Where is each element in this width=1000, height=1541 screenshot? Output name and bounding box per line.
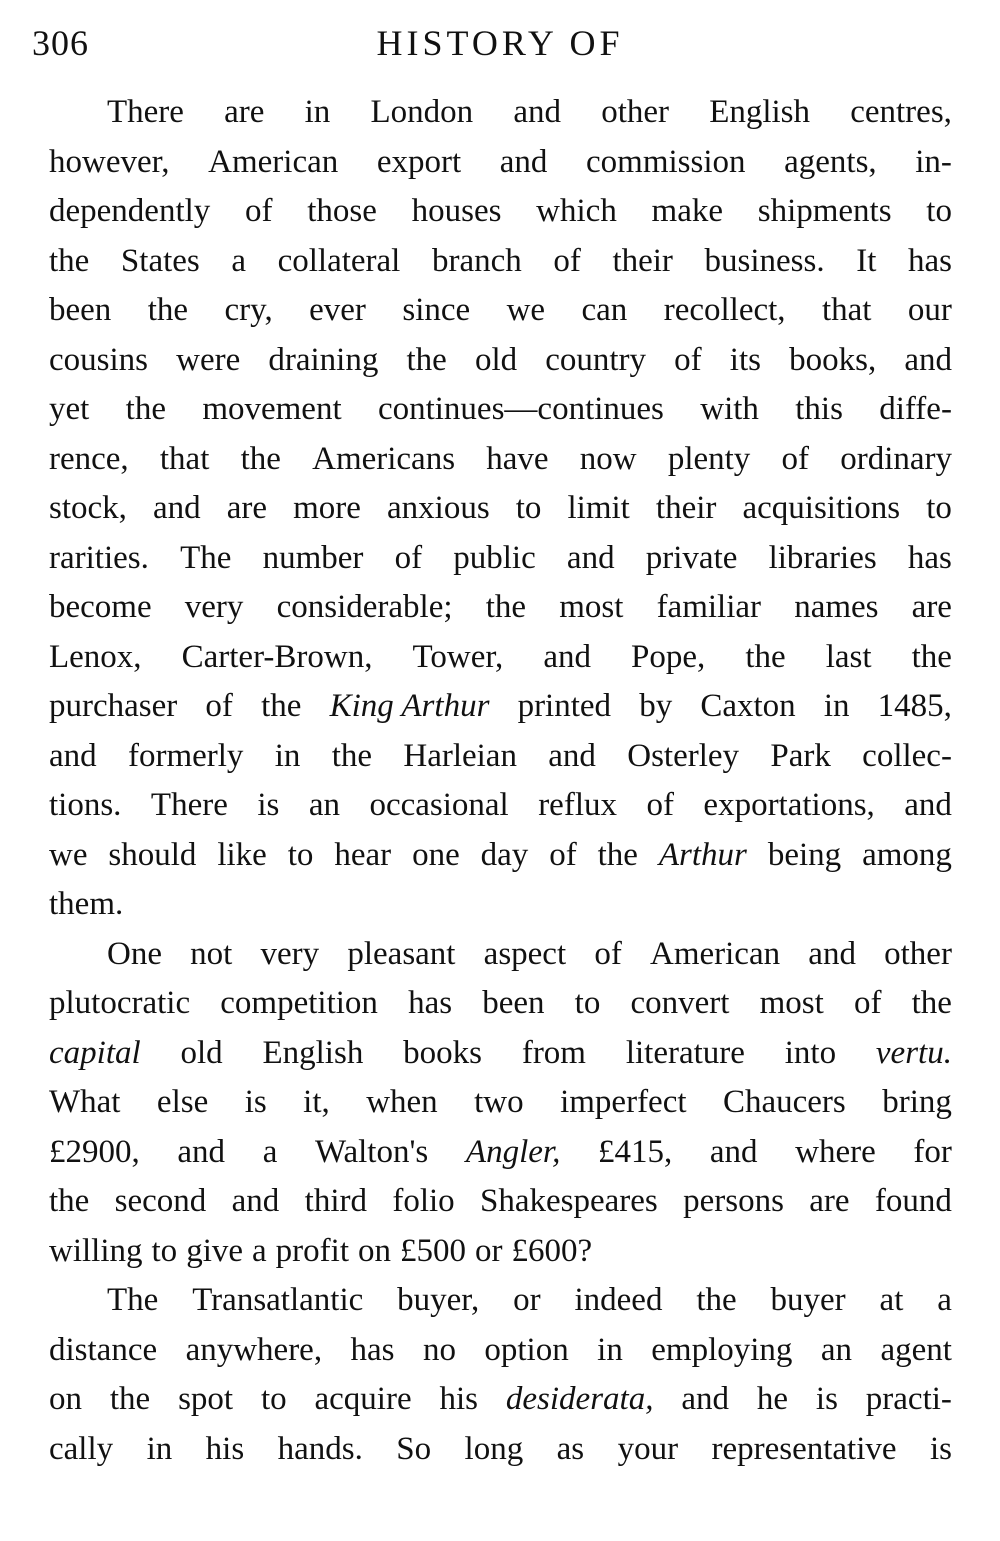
word: £415, xyxy=(597,1133,673,1170)
word: spot xyxy=(178,1381,234,1417)
word: he xyxy=(756,1381,789,1417)
word: other xyxy=(601,94,669,130)
text-line xyxy=(49,237,952,287)
word: which xyxy=(536,193,617,229)
word: has xyxy=(907,242,952,279)
word: the xyxy=(49,1183,90,1219)
word: is xyxy=(244,1084,267,1120)
text-line xyxy=(49,633,952,683)
word: make xyxy=(651,193,724,229)
word: Harleian xyxy=(403,737,517,774)
word: or xyxy=(475,1232,503,1269)
word: capital xyxy=(49,1034,141,1071)
word: There xyxy=(107,94,184,130)
text-line xyxy=(49,1326,952,1376)
word: books xyxy=(403,1034,482,1071)
word: in xyxy=(146,1430,173,1467)
word: is xyxy=(929,1430,952,1467)
word: rarities. xyxy=(49,539,149,576)
word: to xyxy=(926,193,952,229)
text-line xyxy=(49,385,952,435)
text-line xyxy=(49,138,952,188)
word: movement xyxy=(202,391,342,427)
word: in- xyxy=(915,143,952,180)
text-line xyxy=(49,336,952,386)
word: very xyxy=(184,589,244,625)
word: for xyxy=(913,1133,952,1170)
word: agent xyxy=(880,1331,952,1368)
word: among xyxy=(862,836,952,873)
word: Angler, xyxy=(465,1133,561,1170)
word: employing xyxy=(651,1331,793,1368)
word: those xyxy=(307,193,377,229)
word: cousins xyxy=(49,341,148,378)
word: and xyxy=(904,787,952,823)
word: to xyxy=(287,836,314,873)
word: the xyxy=(911,985,952,1021)
word: has xyxy=(408,985,453,1021)
text-line xyxy=(49,1177,952,1227)
word: bring xyxy=(882,1084,952,1120)
word: cry, xyxy=(224,292,273,328)
text-line xyxy=(49,880,952,930)
word: else xyxy=(156,1084,209,1120)
word: and xyxy=(709,1133,758,1170)
word: of xyxy=(646,787,674,823)
word: that xyxy=(159,440,210,477)
word: agents, xyxy=(784,143,877,180)
word: the xyxy=(911,638,952,675)
word: occasional xyxy=(369,787,509,823)
word: formerly xyxy=(127,737,244,774)
word: yet xyxy=(49,391,90,427)
word: tions. xyxy=(49,787,122,823)
word: profit xyxy=(275,1232,349,1269)
word: draining xyxy=(268,341,379,378)
word: States xyxy=(120,242,200,279)
word: like xyxy=(217,836,267,873)
text-line xyxy=(49,1276,952,1326)
word: since xyxy=(402,292,471,328)
word: been xyxy=(482,985,545,1021)
word: So xyxy=(396,1430,432,1467)
page-header xyxy=(0,22,1000,68)
word: being xyxy=(767,836,842,873)
word: into xyxy=(784,1034,837,1071)
word: and xyxy=(231,1183,280,1219)
word: its xyxy=(729,341,761,378)
text-line xyxy=(49,831,952,881)
word: have xyxy=(486,440,549,477)
word: buyer xyxy=(770,1282,846,1318)
word: has xyxy=(350,1331,395,1368)
word: we xyxy=(49,836,88,873)
word: a xyxy=(231,242,246,279)
word: in xyxy=(304,94,331,130)
word: private xyxy=(645,539,738,576)
word: their xyxy=(655,490,717,526)
word: public xyxy=(453,539,536,576)
word: indeed xyxy=(574,1282,663,1318)
word: Walton's xyxy=(314,1133,429,1170)
word: anywhere, xyxy=(185,1331,323,1368)
word: were xyxy=(176,341,241,378)
word: are xyxy=(226,490,268,526)
text-line xyxy=(49,732,952,782)
word: long xyxy=(464,1430,524,1467)
word: cally xyxy=(49,1430,114,1467)
word: limit xyxy=(567,490,630,526)
word: and xyxy=(681,1381,729,1417)
text-line xyxy=(49,1375,952,1425)
word: familiar xyxy=(656,589,762,625)
word: our xyxy=(907,292,952,328)
word: The xyxy=(107,1282,159,1318)
word: ever xyxy=(309,292,366,328)
word: by xyxy=(639,688,673,724)
word: in xyxy=(823,688,850,724)
text-line xyxy=(49,88,952,138)
word: vertu. xyxy=(875,1034,952,1071)
word: the xyxy=(109,1381,151,1417)
word: the xyxy=(696,1282,737,1318)
word: of xyxy=(394,539,423,576)
word: export xyxy=(376,143,462,180)
word: recollect, xyxy=(663,292,786,328)
word: acquisitions xyxy=(742,490,901,526)
word: practi- xyxy=(865,1381,952,1417)
word: anxious xyxy=(387,490,490,526)
text-line xyxy=(49,1425,952,1475)
word: £500 xyxy=(400,1232,466,1269)
text-line xyxy=(49,1227,952,1277)
word: business. xyxy=(704,242,825,279)
word: 1485, xyxy=(877,688,952,724)
text-line xyxy=(49,1078,952,1128)
word: Osterley xyxy=(627,737,740,774)
text-line xyxy=(49,187,952,237)
word: hear xyxy=(334,836,392,873)
word: of xyxy=(245,193,273,229)
word: the xyxy=(240,440,281,477)
text-line xyxy=(49,484,952,534)
word: and xyxy=(808,935,856,972)
word: stock, xyxy=(49,490,127,526)
word: most xyxy=(759,985,824,1021)
word: can xyxy=(581,292,628,328)
word: of xyxy=(853,985,882,1021)
word: when xyxy=(366,1084,438,1120)
word: is xyxy=(815,1381,838,1417)
word: books, xyxy=(789,341,877,378)
word: of xyxy=(781,440,809,477)
word: branch xyxy=(431,242,522,279)
word: English xyxy=(709,94,811,130)
word: very xyxy=(260,935,320,972)
word: to xyxy=(926,490,952,526)
word: literature xyxy=(625,1034,745,1071)
word: from xyxy=(521,1034,586,1071)
word: of xyxy=(594,935,622,972)
body-text xyxy=(49,88,952,1474)
word: at xyxy=(879,1282,904,1318)
text-line xyxy=(49,583,952,633)
text-line xyxy=(49,534,952,584)
word: no xyxy=(422,1331,456,1368)
word: should xyxy=(108,836,197,873)
word: old xyxy=(180,1034,223,1071)
word: shipments xyxy=(757,193,892,229)
word: and xyxy=(548,737,596,774)
word: a xyxy=(262,1133,278,1170)
word: been xyxy=(49,292,112,328)
word: most xyxy=(559,589,624,625)
word: an xyxy=(308,787,340,823)
word: willing xyxy=(49,1232,143,1269)
word: or xyxy=(513,1282,541,1318)
word: on xyxy=(358,1232,391,1269)
word: commission xyxy=(586,143,746,180)
word: the xyxy=(745,638,786,675)
word: Shakespeares xyxy=(480,1183,658,1219)
text-line xyxy=(49,286,952,336)
word: found xyxy=(874,1183,952,1219)
word: to xyxy=(151,1232,178,1269)
word: There xyxy=(150,787,228,823)
word: and xyxy=(904,341,952,378)
word: where xyxy=(795,1133,876,1170)
word: old xyxy=(474,341,518,378)
word: convert xyxy=(630,985,730,1021)
text-line xyxy=(49,1128,952,1178)
word: distance xyxy=(49,1331,158,1368)
word: rence, xyxy=(49,440,129,477)
word: are xyxy=(809,1183,850,1219)
word: plutocratic xyxy=(49,985,191,1021)
word: now xyxy=(579,440,637,477)
word: collateral xyxy=(277,242,401,279)
word: collec- xyxy=(862,737,952,774)
text-line xyxy=(49,781,952,831)
word: Carter-Brown, xyxy=(181,638,373,675)
word: and xyxy=(177,1133,226,1170)
word: ordinary xyxy=(840,440,952,477)
word: number xyxy=(262,539,364,576)
text-line xyxy=(49,979,952,1029)
word: exportations, xyxy=(703,787,875,823)
word: to xyxy=(574,985,601,1021)
word: Caxton xyxy=(700,688,796,724)
word: plenty xyxy=(667,440,751,477)
word: and xyxy=(49,737,97,774)
word: second xyxy=(114,1183,207,1219)
word: names xyxy=(794,589,879,625)
word: we xyxy=(506,292,546,328)
word: printed xyxy=(517,688,612,724)
word: the xyxy=(261,688,302,724)
word: other xyxy=(884,935,952,972)
word: imperfect xyxy=(560,1084,687,1120)
word: third xyxy=(304,1183,367,1219)
word: day xyxy=(480,836,529,873)
word: an xyxy=(820,1331,853,1368)
word: competition xyxy=(220,985,378,1021)
word: in xyxy=(274,737,301,774)
word: the xyxy=(125,391,166,427)
text-line xyxy=(49,435,952,485)
word: to xyxy=(515,490,542,526)
word: of xyxy=(205,688,233,724)
word: one xyxy=(412,836,460,873)
word: as xyxy=(556,1430,585,1467)
word: Transatlantic xyxy=(192,1282,364,1318)
word: to xyxy=(260,1381,287,1417)
word: not xyxy=(190,935,233,972)
text-line xyxy=(49,1029,952,1079)
word: and xyxy=(153,490,201,526)
word: Tower, xyxy=(412,638,504,675)
word: of xyxy=(553,242,581,279)
word: persons xyxy=(683,1183,784,1219)
word: dependently xyxy=(49,193,211,229)
word: buyer, xyxy=(397,1282,480,1318)
word: considerable; xyxy=(276,589,453,625)
word: your xyxy=(617,1430,679,1467)
word: give xyxy=(186,1232,244,1269)
word: them. xyxy=(49,886,124,922)
word: option xyxy=(484,1331,569,1368)
word: aspect xyxy=(483,935,567,972)
word: country xyxy=(545,341,647,378)
word: a xyxy=(252,1232,267,1269)
word: of xyxy=(549,836,577,873)
word: continues—continues xyxy=(377,391,664,427)
word: reflux xyxy=(538,787,617,823)
word: of xyxy=(674,341,702,378)
word: in xyxy=(597,1331,623,1368)
text-line xyxy=(49,682,952,732)
word: this xyxy=(795,391,843,427)
word: last xyxy=(825,638,872,675)
word: purchaser xyxy=(49,688,178,724)
word: however, xyxy=(49,143,170,180)
word: American xyxy=(650,935,781,972)
word: are xyxy=(224,94,265,130)
word: the xyxy=(331,737,373,774)
word: It xyxy=(856,242,877,279)
word: the xyxy=(147,292,189,328)
word: their xyxy=(612,242,673,279)
word: Lenox, xyxy=(49,638,142,675)
word: are xyxy=(911,589,952,625)
word: the xyxy=(406,341,447,378)
word: Americans xyxy=(312,440,456,477)
word: more xyxy=(293,490,361,526)
word: it, xyxy=(303,1084,330,1120)
word: houses xyxy=(411,193,502,229)
word: libraries xyxy=(768,539,877,576)
word: £2900, xyxy=(49,1133,140,1170)
word: English xyxy=(262,1034,364,1071)
word: and xyxy=(499,143,548,180)
word: become xyxy=(49,589,152,625)
word: and xyxy=(566,539,615,576)
word: hands. xyxy=(277,1430,363,1467)
word: desiderata, xyxy=(505,1381,654,1417)
word: folio xyxy=(392,1183,455,1219)
word: acquire xyxy=(314,1381,412,1417)
word: the xyxy=(485,589,527,625)
word: What xyxy=(49,1084,121,1120)
word: with xyxy=(700,391,759,427)
word: pleasant xyxy=(347,935,456,972)
text-line xyxy=(49,930,952,980)
word: the xyxy=(597,836,638,873)
word: Pope, xyxy=(631,638,706,675)
word: has xyxy=(907,539,952,576)
word: the xyxy=(49,242,90,279)
word: a xyxy=(937,1282,952,1318)
word: The xyxy=(180,539,232,576)
word: London xyxy=(370,94,474,130)
word: representative xyxy=(711,1430,897,1467)
word: Park xyxy=(770,737,831,774)
word: Chaucers xyxy=(722,1084,846,1120)
word: that xyxy=(821,292,872,328)
word: two xyxy=(474,1084,524,1120)
running-head: HISTORY OF xyxy=(376,23,624,63)
word: his xyxy=(205,1430,245,1467)
word: King Arthur xyxy=(329,688,490,724)
word: is xyxy=(257,787,280,823)
word: American xyxy=(208,143,339,180)
word: One xyxy=(107,935,162,972)
word: Arthur xyxy=(658,836,747,873)
word: his xyxy=(439,1381,479,1417)
word: £600? xyxy=(511,1232,593,1269)
word: and xyxy=(513,94,561,130)
page-number: 306 xyxy=(32,23,89,63)
word: on xyxy=(49,1381,82,1417)
word: centres, xyxy=(850,94,952,130)
word: diffe- xyxy=(879,391,952,427)
word: and xyxy=(543,638,591,675)
